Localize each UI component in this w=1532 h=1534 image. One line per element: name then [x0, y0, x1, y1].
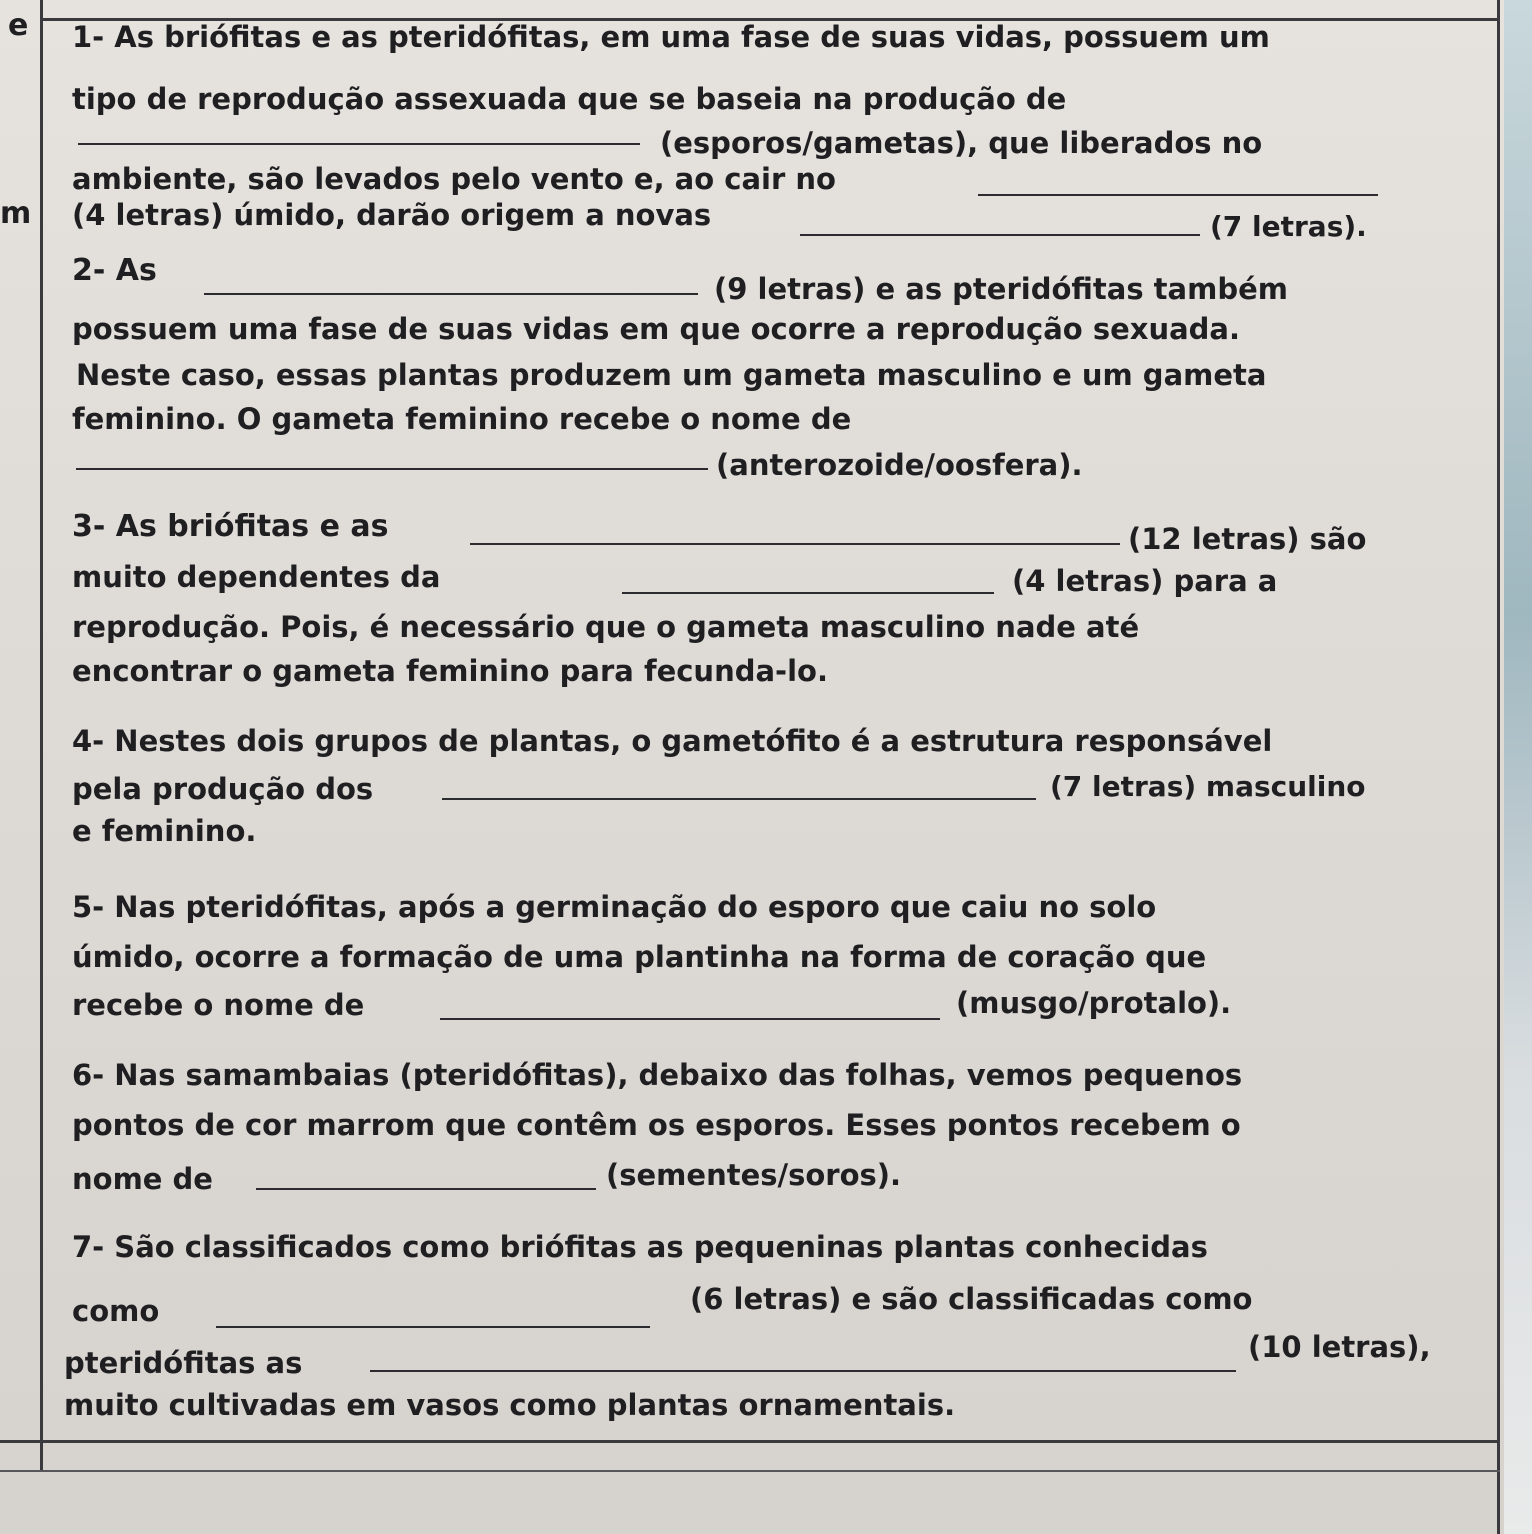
q3-line-1b: (12 letras) são	[1128, 522, 1367, 556]
background-edge	[1504, 0, 1532, 1534]
q2-blank-2[interactable]	[76, 468, 708, 470]
q6-line-3a: nome de	[72, 1162, 213, 1196]
frame-bottom-border-2	[0, 1470, 1500, 1472]
q7-line-2a: como	[72, 1294, 160, 1328]
q7-line-4: muito cultivadas em vasos como plantas ornamentais.	[64, 1388, 956, 1422]
frame-left-border	[40, 0, 43, 1470]
q5-blank-1[interactable]	[440, 1018, 940, 1020]
q6-line-1: 6- Nas samambaias (pteridófitas), debaixo das folhas, vemos pequenos	[72, 1058, 1243, 1092]
q4-blank-1[interactable]	[442, 798, 1036, 800]
q7-line-3b: (10 letras),	[1248, 1330, 1431, 1364]
q6-line-2: pontos de cor marrom que contêm os esporos. Esses pontos recebem o	[72, 1108, 1241, 1142]
q2-line-2: possuem uma fase de suas vidas em que ocorre a reprodução sexuada.	[72, 312, 1241, 346]
q2-line-1b: (9 letras) e as pteridófitas também	[714, 272, 1288, 306]
q4-line-2b: (7 letras) masculino	[1050, 770, 1366, 803]
q3-line-2a: muito dependentes da	[72, 560, 441, 594]
q7-blank-2[interactable]	[370, 1370, 1236, 1372]
q1-line-1: 1- As briófitas e as pteridófitas, em uma fase de suas vidas, possuem um	[72, 20, 1270, 54]
q3-line-3: reprodução. Pois, é necessário que o gameta masculino nade até	[72, 610, 1140, 644]
q6-line-3b: (sementes/soros).	[606, 1158, 902, 1192]
q2-line-3: Neste caso, essas plantas produzem um gameta masculino e um gameta	[76, 358, 1267, 392]
q5-line-3a: recebe o nome de	[72, 988, 365, 1022]
q3-blank-1[interactable]	[470, 543, 1120, 545]
q1-blank-3[interactable]	[800, 234, 1200, 236]
q1-line-5: (4 letras) úmido, darão origem a novas	[72, 198, 712, 232]
q1-blank-2[interactable]	[978, 194, 1378, 196]
q6-blank-1[interactable]	[256, 1188, 596, 1190]
q4-line-1: 4- Nestes dois grupos de plantas, o gametófito é a estrutura responsável	[72, 724, 1273, 758]
frame-bottom-border	[0, 1440, 1500, 1443]
q2-blank-1[interactable]	[204, 293, 698, 295]
q2-line-4: feminino. O gameta feminino recebe o nome de	[72, 402, 852, 436]
q7-line-3a: pteridófitas as	[64, 1346, 303, 1380]
q2-line-5: (anterozoide/oosfera).	[716, 448, 1083, 482]
q1-line-4: ambiente, são levados pelo vento e, ao cair no	[72, 162, 836, 196]
q2-line-1a: 2- As	[72, 253, 157, 288]
q7-line-1: 7- São classificados como briófitas as pequeninas plantas conhecidas	[72, 1230, 1208, 1264]
q3-line-1a: 3- As briófitas e as	[72, 509, 389, 544]
q1-line-3: (esporos/gametas), que liberados no	[660, 126, 1263, 160]
q1-line-2: tipo de reprodução assexuada que se baseia na produção de	[72, 82, 1067, 116]
q1-line-6: (7 letras).	[1210, 210, 1367, 243]
q4-line-2a: pela produção dos	[72, 772, 374, 806]
q1-blank-1[interactable]	[78, 143, 640, 145]
q7-line-2b: (6 letras) e são classificadas como	[690, 1282, 1253, 1316]
q5-line-2: úmido, ocorre a formação de uma plantinha na forma de coração que	[72, 940, 1207, 974]
margin-letter-m: m	[0, 196, 32, 231]
frame-right-border	[1497, 0, 1500, 1534]
q3-line-4: encontrar o gameta feminino para fecunda-lo.	[72, 654, 828, 688]
margin-letter-e: e	[8, 8, 29, 43]
q5-line-1: 5- Nas pteridófitas, após a germinação do esporo que caiu no solo	[72, 890, 1157, 924]
q4-line-3: e feminino.	[72, 814, 257, 848]
q3-line-2b: (4 letras) para a	[1012, 564, 1278, 598]
q7-blank-1[interactable]	[216, 1326, 650, 1328]
q5-line-3b: (musgo/protalo).	[956, 986, 1232, 1020]
q3-blank-2[interactable]	[622, 592, 994, 594]
